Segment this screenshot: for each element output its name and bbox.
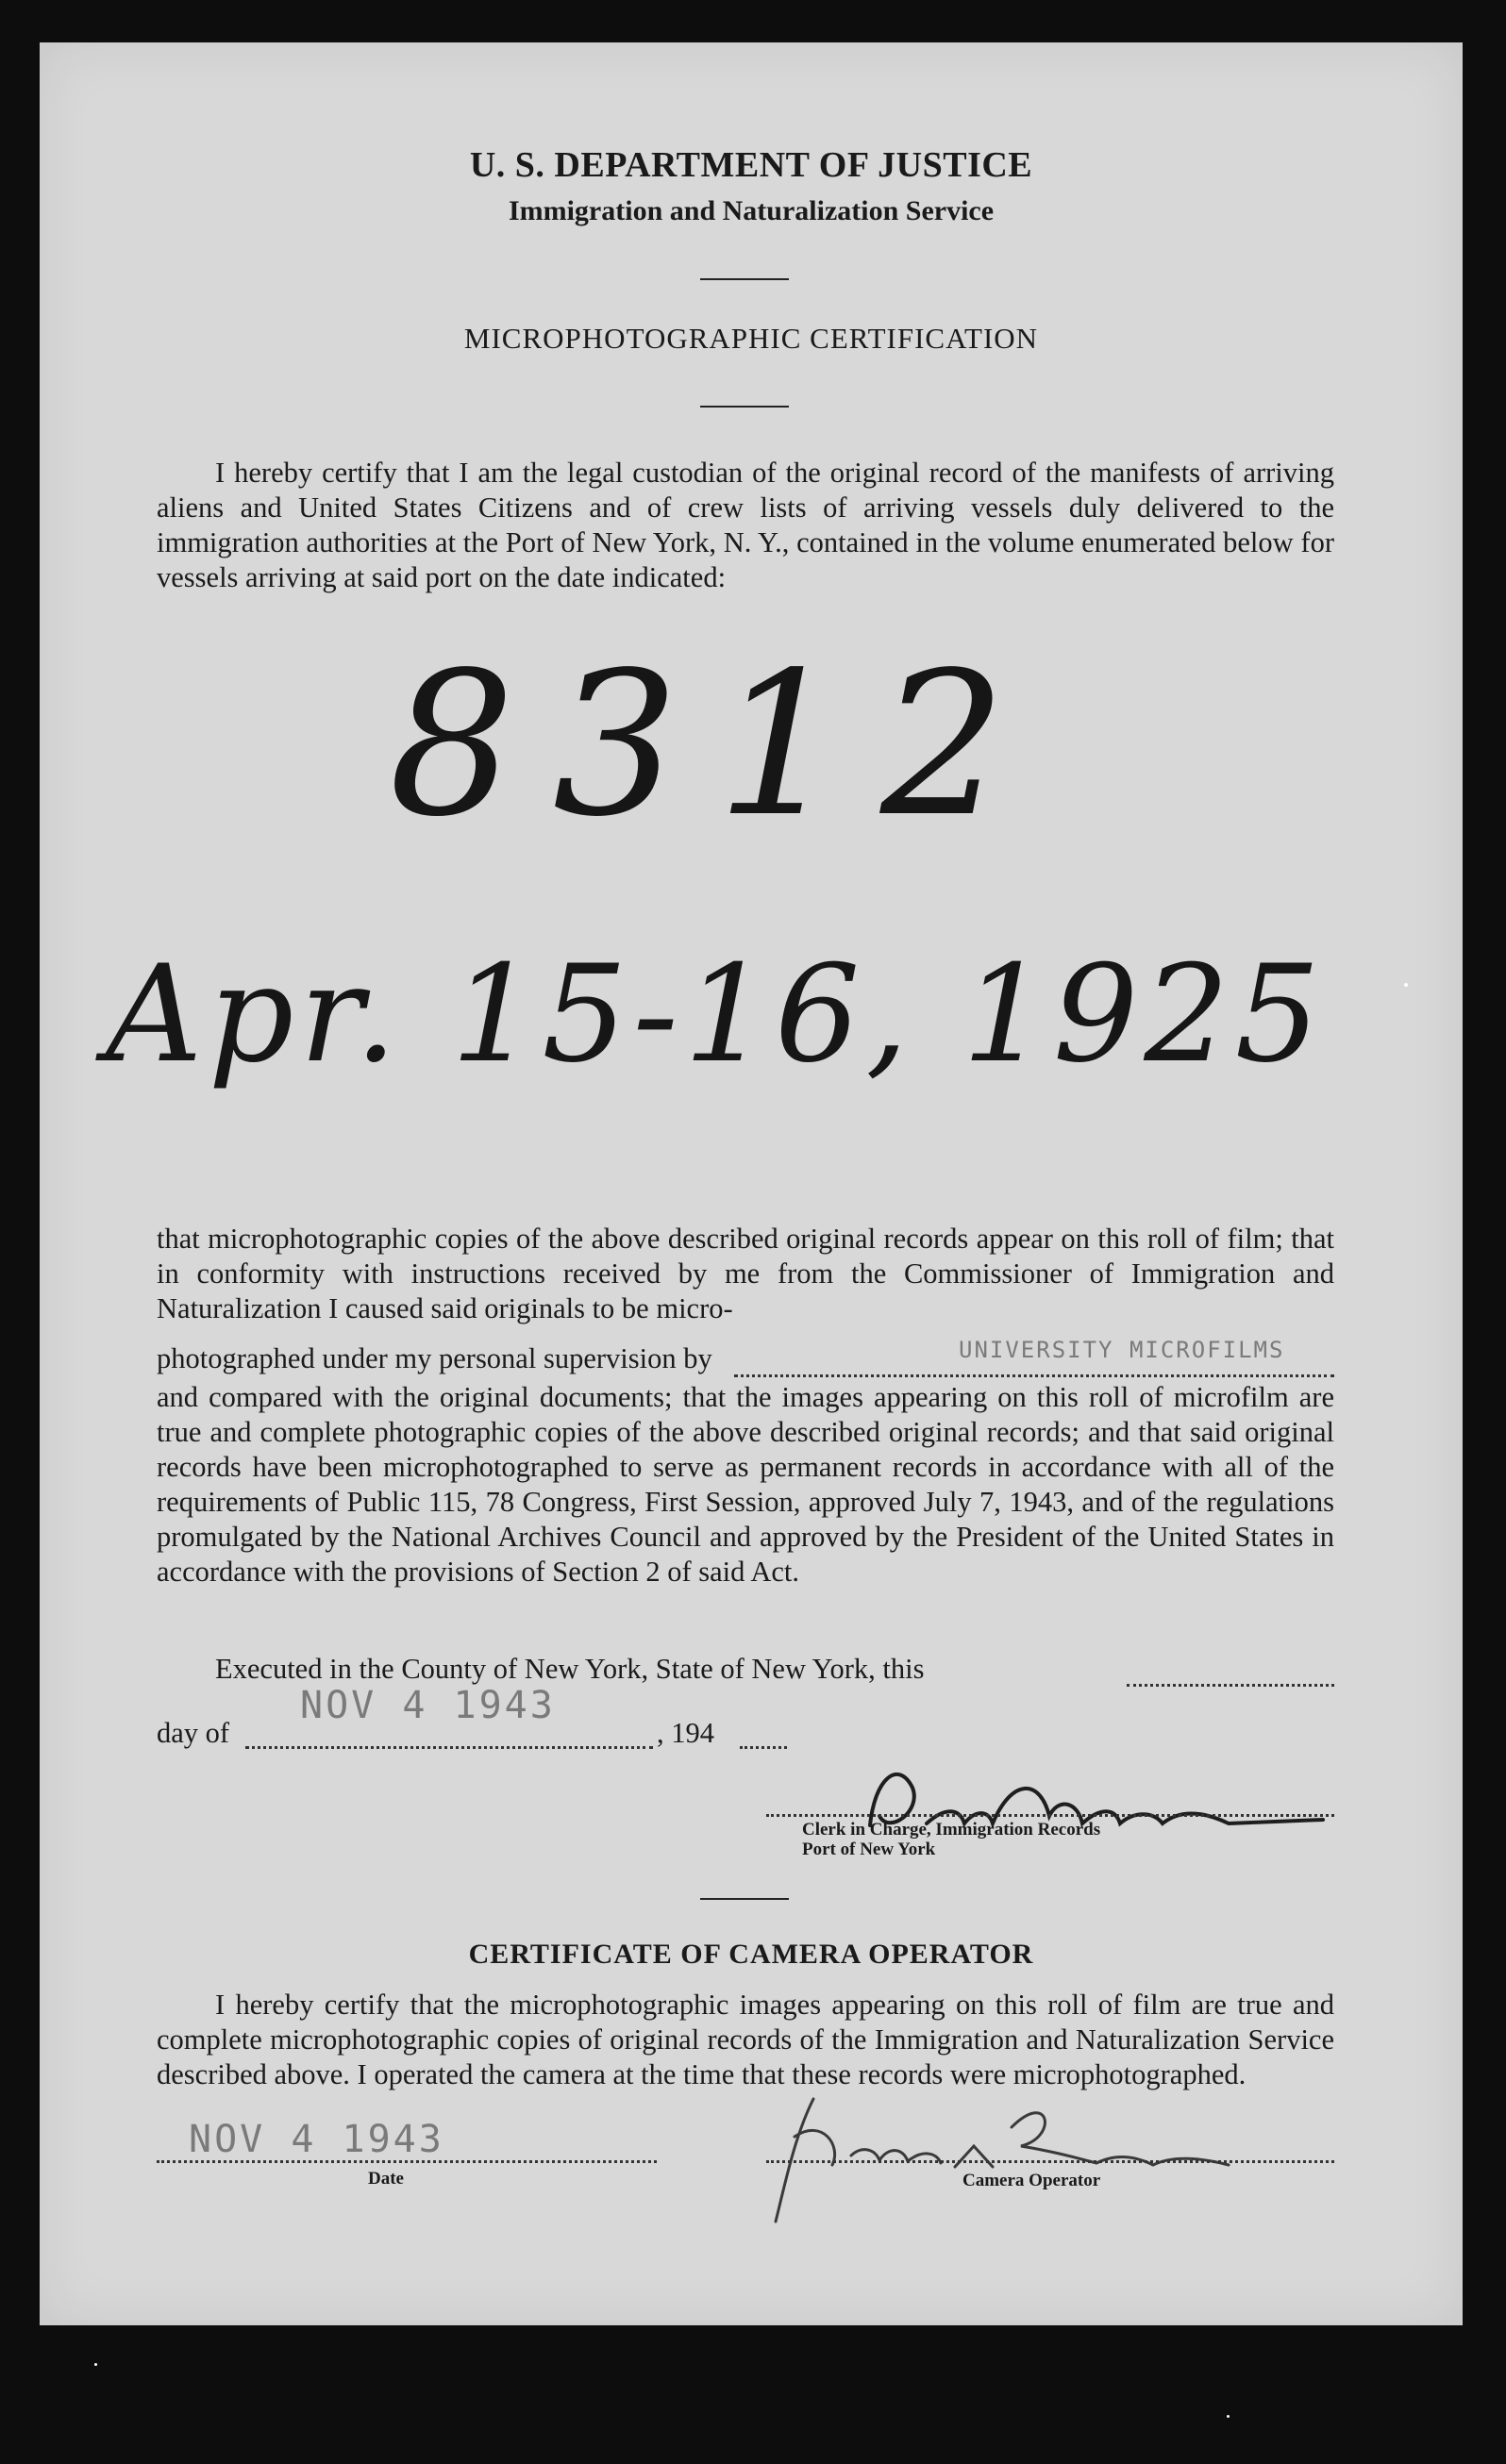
executed-text: Executed in the County of New York, State of New York, this <box>215 1653 925 1685</box>
certification-title: MICROPHOTOGRAPHIC CERTIFICATION <box>463 322 1039 355</box>
operator-dotted-line <box>766 2160 1334 2163</box>
intro-text: I hereby certify that I am the legal custodian of the original record of the manifests of arriving aliens and United States Citizens and of crew lists of arriving vessels duly delivered to the immigration authorities at the Port of New York, N. Y., contained in the volume enumerated below for vessels arriving at said port on the date indicated: <box>157 457 1334 593</box>
day-of-label: day of <box>157 1717 230 1749</box>
department-title: U. S. DEPARTMENT OF JUSTICE <box>469 145 1033 185</box>
supervision-line <box>157 1337 1334 1380</box>
divider-3 <box>700 1898 789 1900</box>
divider-2 <box>700 406 789 408</box>
film-speck <box>1227 2415 1230 2418</box>
camera-text: I hereby certify that the microphotographic images appearing on this roll of film are true and complete microphotographic copies of original records of the Immigration and Naturalization Service described above. I operated the camera at the time that these records were microphotographed. <box>157 1989 1334 2090</box>
executed-dotted-line <box>1127 1684 1334 1687</box>
film-speck <box>94 2363 97 2366</box>
camera-date-stamp: NOV 4 1943 <box>189 2118 444 2161</box>
film-speck <box>1404 983 1408 987</box>
camera-operator-label: Camera Operator <box>962 2171 1101 2190</box>
service-subtitle: Immigration and Naturalization Service <box>508 195 995 226</box>
body-paragraph: and compared with the original documents; that the images appearing on this roll of microfilm are true and complete photographic copies of the above described original records; and that said original records have been microphotographed to serve as permanent records in accordance with all of the requirements of Public 115, 78 Congress, First Session, approved July 7, 1943, and of the regulations promulgated by the National Archives Council and approved by the President of the United States in accordance with the provisions of Section 2 of said Act. <box>157 1381 1334 1588</box>
day-of-dotted-line <box>245 1746 653 1749</box>
year-dotted-line <box>740 1746 787 1749</box>
volume-number-handwritten: 8312 <box>389 629 1045 860</box>
camera-paragraph <box>157 1988 1334 2092</box>
date-dotted-line <box>157 2160 657 2163</box>
executed-line <box>157 1652 1334 1687</box>
supervision-prefix: photographed under my personal supervision by <box>157 1342 712 1374</box>
intro-paragraph <box>157 456 1334 595</box>
year-prefix: , 194 <box>657 1717 714 1749</box>
clerk-signature-line <box>766 1814 1334 1817</box>
clerk-caption-2: Port of New York <box>802 1840 936 1859</box>
divider-1 <box>700 278 789 280</box>
camera-operator-signature <box>738 2080 1266 2231</box>
clerk-caption-1: Clerk in Charge, Immigration Records <box>802 1820 1101 1840</box>
executed-date-stamp: NOV 4 1943 <box>300 1684 556 1727</box>
date-label: Date <box>368 2169 404 2189</box>
volume-date-handwritten: Apr. 15-16, 1925 <box>106 937 1327 1092</box>
body-line-1: that microphotographic copies of the above described original records appear on this roll of film; that in conformity with instructions received by me from the Commissioner of Immigration and Naturalization I caused said originals to be micro- <box>157 1223 1334 1324</box>
supervision-dotted-line <box>734 1374 1334 1377</box>
camera-certificate-title: CERTIFICATE OF CAMERA OPERATOR <box>468 1939 1034 1970</box>
certificate-page <box>40 42 1463 2325</box>
microfilm-company-stamp: UNIVERSITY MICROFILMS <box>959 1337 1285 1363</box>
